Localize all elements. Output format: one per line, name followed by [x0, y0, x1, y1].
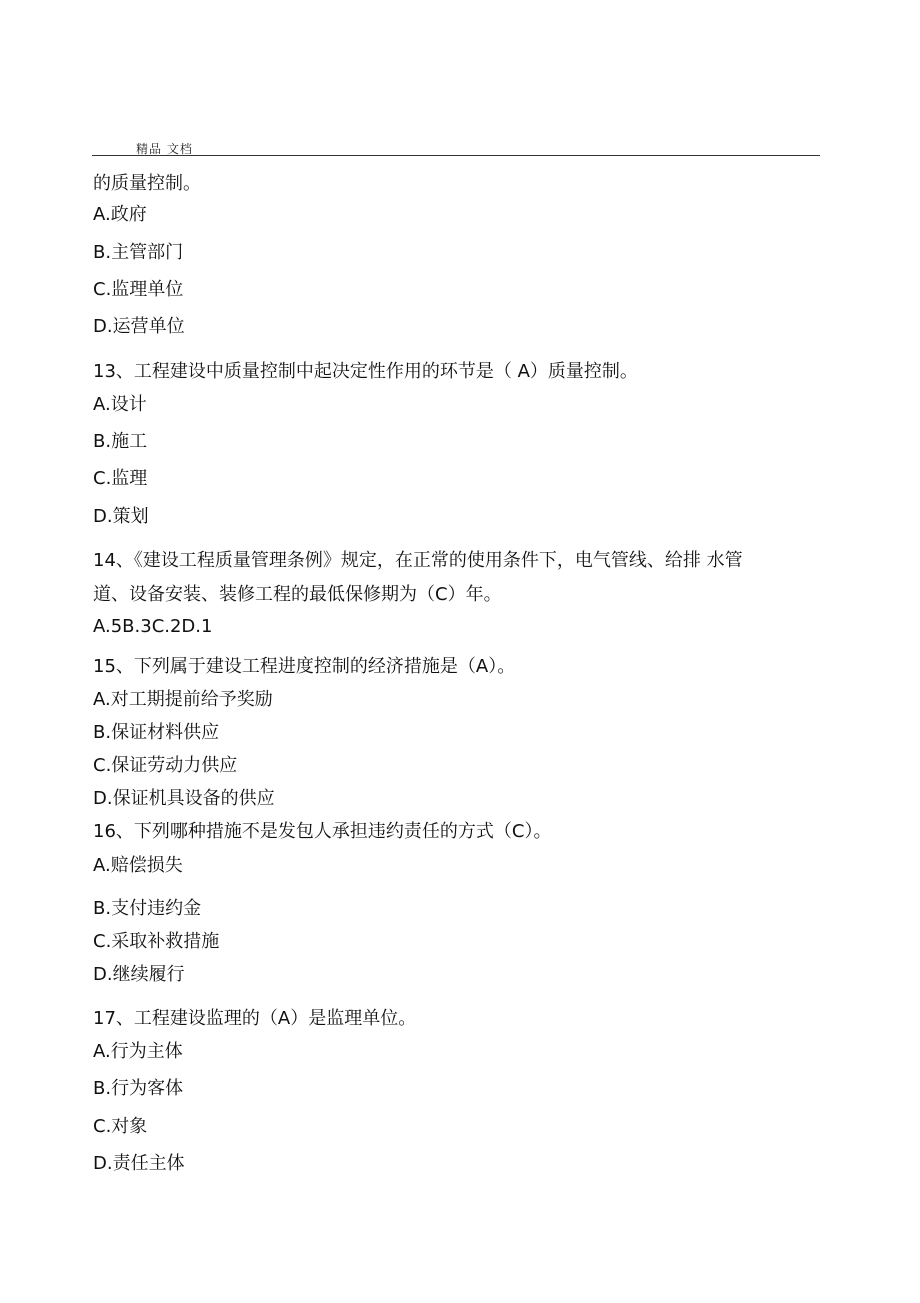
option-c: C.保证劳动力供应: [93, 755, 238, 776]
option-a: A.对工期提前给予奖励: [93, 689, 273, 710]
option-a: A.行为主体: [93, 1041, 183, 1062]
question-16: 16、下列哪种措施不是发包人承担违约责任的方式（C）。: [93, 821, 552, 842]
option-b: B.支付违约金: [93, 898, 202, 919]
option-d: D.策划: [93, 506, 149, 527]
page-header-text: 精品 文档: [136, 142, 193, 156]
question-14-cont: 道、设备安装、装修工程的最低保修期为（C）年。: [93, 584, 502, 605]
option-b: B.主管部门: [93, 242, 184, 263]
option-d: D.继续履行: [93, 964, 185, 985]
options-inline: A.5B.3C.2D.1: [93, 616, 213, 637]
option-c: C.监理: [93, 468, 148, 489]
question-14: 14、《建设工程质量管理条例》规定，在正常的使用条件下，电气管线、给排 水管: [93, 550, 743, 571]
option-d: D.保证机具设备的供应: [93, 788, 275, 809]
option-a: A.设计: [93, 394, 147, 415]
option-c: C.采取补救措施: [93, 931, 220, 952]
question-17: 17、工程建设监理的（A）是监理单位。: [93, 1008, 417, 1029]
option-d: D.运营单位: [93, 316, 185, 337]
header-rule: [92, 155, 820, 156]
question-13: 13、工程建设中质量控制中起决定性作用的环节是（ A）质量控制。: [93, 361, 638, 382]
option-c: C.监理单位: [93, 279, 184, 300]
option-a: A.赔偿损失: [93, 855, 183, 876]
question-15: 15、下列属于建设工程进度控制的经济措施是（A）。: [93, 656, 516, 677]
option-b: B.保证材料供应: [93, 722, 220, 743]
option-a: A.政府: [93, 204, 147, 225]
option-b: B.行为客体: [93, 1078, 184, 1099]
text-line: 的质量控制。: [93, 173, 201, 194]
option-b: B.施工: [93, 431, 148, 452]
option-d: D.责任主体: [93, 1153, 185, 1174]
option-c: C.对象: [93, 1116, 148, 1137]
